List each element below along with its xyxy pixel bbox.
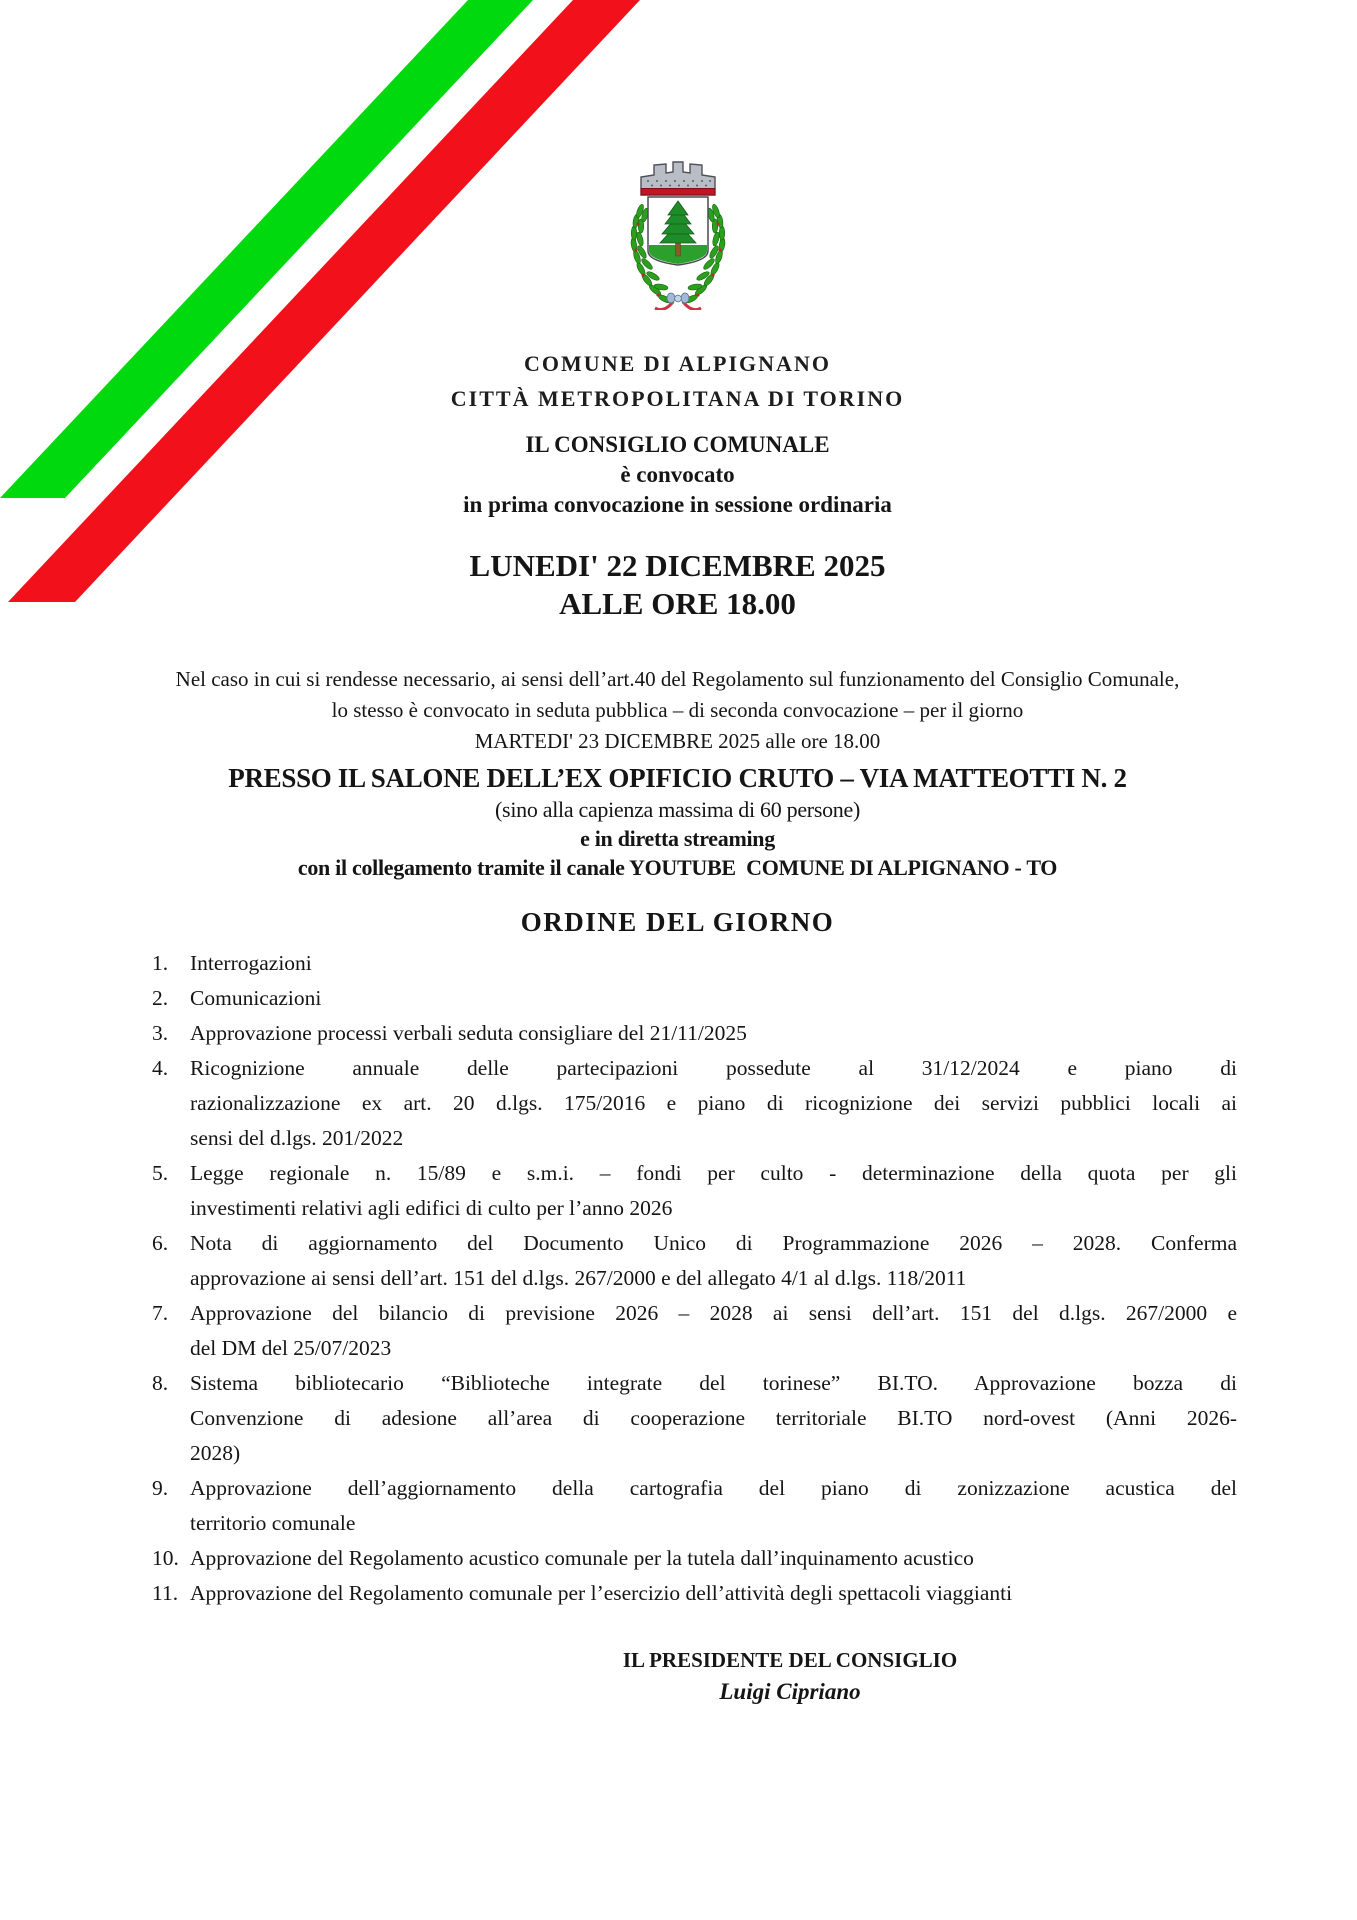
flag-green-stripe: [0, 0, 533, 498]
second-call-line3: MARTEDI' 23 DICEMBRE 2025 alle ore 18.00: [474, 729, 881, 753]
agenda-item-line: razionalizzazione ex art. 20 d.lgs. 175/2016 e piano di ricognizione dei servizi pubblici locali ai: [190, 1091, 1237, 1115]
agenda-item-number: 10.: [152, 1546, 179, 1570]
second-call-line2: lo stesso è convocato in seduta pubblica – di seconda convocazione – per il giorno: [331, 698, 1024, 722]
convocation-statement: [121, 430, 1234, 520]
venue-capacity: (sino alla capienza massima di 60 persone): [495, 797, 860, 822]
agenda-item-text: [190, 1016, 1237, 1051]
agenda-item-text: [190, 1366, 1237, 1471]
session-date: LUNEDI' 22 DICEMBRE 2025: [469, 548, 886, 583]
convocation-line1: IL CONSIGLIO COMUNALE: [525, 432, 830, 457]
agenda-item-line: Ricognizione annuale delle partecipazioni possedute al 31/12/2024 e piano di: [190, 1056, 1237, 1080]
signature-name: Luigi Cipriano: [719, 1679, 861, 1704]
agenda-item-line: Interrogazioni: [190, 951, 312, 975]
agenda-item-text: [190, 1156, 1237, 1226]
agenda-item-line: territorio comunale: [190, 1511, 356, 1535]
agenda-item: [152, 1471, 1237, 1541]
second-call-paragraph: [121, 664, 1234, 757]
shield-icon: [648, 197, 708, 265]
agenda-item: [152, 1226, 1237, 1296]
agenda-item: [152, 1296, 1237, 1366]
agenda-item-line: Approvazione del Regolamento acustico comunale per la tutela dall’inquinamento acustico: [190, 1546, 974, 1570]
municipality-header: [121, 346, 1234, 416]
agenda-item: [152, 981, 1237, 1016]
agenda-item-line: 2028): [190, 1441, 241, 1465]
agenda-item-line: Approvazione dell’aggiornamento della cartografia del piano di zonizzazione acustica del: [190, 1476, 1237, 1500]
first-call-datetime: [121, 547, 1234, 623]
agenda-item-number: 6.: [152, 1231, 169, 1255]
convocation-line3: in prima convocazione in sessione ordinaria: [463, 492, 892, 517]
agenda-item-number: 1.: [152, 951, 169, 975]
agenda-item-line: Approvazione del Regolamento comunale per l’esercizio dell’attività degli spettacoli viaggianti: [190, 1581, 1013, 1605]
municipality-name: COMUNE DI ALPIGNANO: [524, 351, 831, 376]
venue-location: PRESSO IL SALONE DELL’EX OPIFICIO CRUTO – VIA MATTEOTTI N. 2: [228, 763, 1127, 793]
agenda-item: [152, 1156, 1237, 1226]
agenda-item-text: [190, 981, 1237, 1016]
agenda-item-text: [190, 1541, 1237, 1576]
agenda-item-text: [190, 1051, 1237, 1156]
agenda-item-number: 3.: [152, 1021, 169, 1045]
venue-block: [121, 762, 1234, 882]
signature-block: [500, 1645, 1080, 1709]
province-name: CITTÀ METROPOLITANA DI TORINO: [450, 386, 905, 411]
agenda-item: [152, 1576, 1237, 1611]
agenda-item-number: 9.: [152, 1476, 169, 1500]
agenda-item-text: [190, 1226, 1237, 1296]
agenda-item-number: 7.: [152, 1301, 169, 1325]
agenda-item-line: sensi del d.lgs. 201/2022: [190, 1126, 404, 1150]
agenda-item-number: 5.: [152, 1161, 169, 1185]
agenda-item-text: [190, 1471, 1237, 1541]
signature-role: IL PRESIDENTE DEL CONSIGLIO: [622, 1648, 958, 1672]
agenda-item-line: Sistema bibliotecario “Biblioteche integrate del torinese” BI.TO. Approvazione bozza di: [190, 1371, 1237, 1395]
streaming-note: e in diretta streaming: [580, 826, 775, 851]
agenda-item: [152, 1366, 1237, 1471]
agenda-item: [152, 946, 1237, 981]
agenda-list: [152, 946, 1237, 1611]
youtube-channel-note: con il collegamento tramite il canale YOUTUBE COMUNE DI ALPIGNANO - TO: [297, 855, 1058, 880]
agenda-item-line: Approvazione del bilancio di previsione 2026 – 2028 ai sensi dell’art. 151 del d.lgs. 267/2000 e: [190, 1301, 1237, 1325]
agenda-item: [152, 1051, 1237, 1156]
agenda-item-text: [190, 1576, 1237, 1611]
agenda-item: [152, 1541, 1237, 1576]
agenda-item-number: 8.: [152, 1371, 169, 1395]
agenda-title: ORDINE DEL GIORNO: [520, 907, 835, 937]
agenda-item-number: 11.: [152, 1581, 179, 1605]
agenda-item: [152, 1016, 1237, 1051]
agenda-item-line: Convenzione di adesione all’area di cooperazione territoriale BI.TO nord-ovest (Anni 2026-: [190, 1406, 1237, 1430]
agenda-item-line: Comunicazioni: [190, 986, 322, 1010]
second-call-line1: Nel caso in cui si rendesse necessario, ai sensi dell’art.40 del Regolamento sul funzionamento del Consiglio Comunale,: [175, 667, 1180, 691]
agenda-item-line: Legge regionale n. 15/89 e s.m.i. – fondi per culto - determinazione della quota per gli: [190, 1161, 1237, 1185]
municipal-coat-of-arms: [610, 156, 746, 310]
agenda-item-text: [190, 1296, 1237, 1366]
mural-crown-icon: [641, 162, 715, 195]
agenda-item-line: Nota di aggiornamento del Documento Unico di Programmazione 2026 – 2028. Conferma: [190, 1231, 1237, 1255]
agenda-item-line: Approvazione processi verbali seduta consigliare del 21/11/2025: [190, 1021, 747, 1045]
agenda-item-number: 2.: [152, 986, 169, 1010]
agenda-item-line: investimenti relativi agli edifici di culto per l’anno 2026: [190, 1196, 673, 1220]
agenda-item-line: del DM del 25/07/2023: [190, 1336, 392, 1360]
agenda-item-line: approvazione ai sensi dell’art. 151 del d.lgs. 267/2000 e del allegato 4/1 al d.lgs. 118/2011: [190, 1266, 967, 1290]
session-time: ALLE ORE 18.00: [559, 586, 796, 621]
agenda-item-number: 4.: [152, 1056, 169, 1080]
convocation-line2: è convocato: [620, 462, 735, 487]
agenda-item-text: [190, 946, 1237, 981]
